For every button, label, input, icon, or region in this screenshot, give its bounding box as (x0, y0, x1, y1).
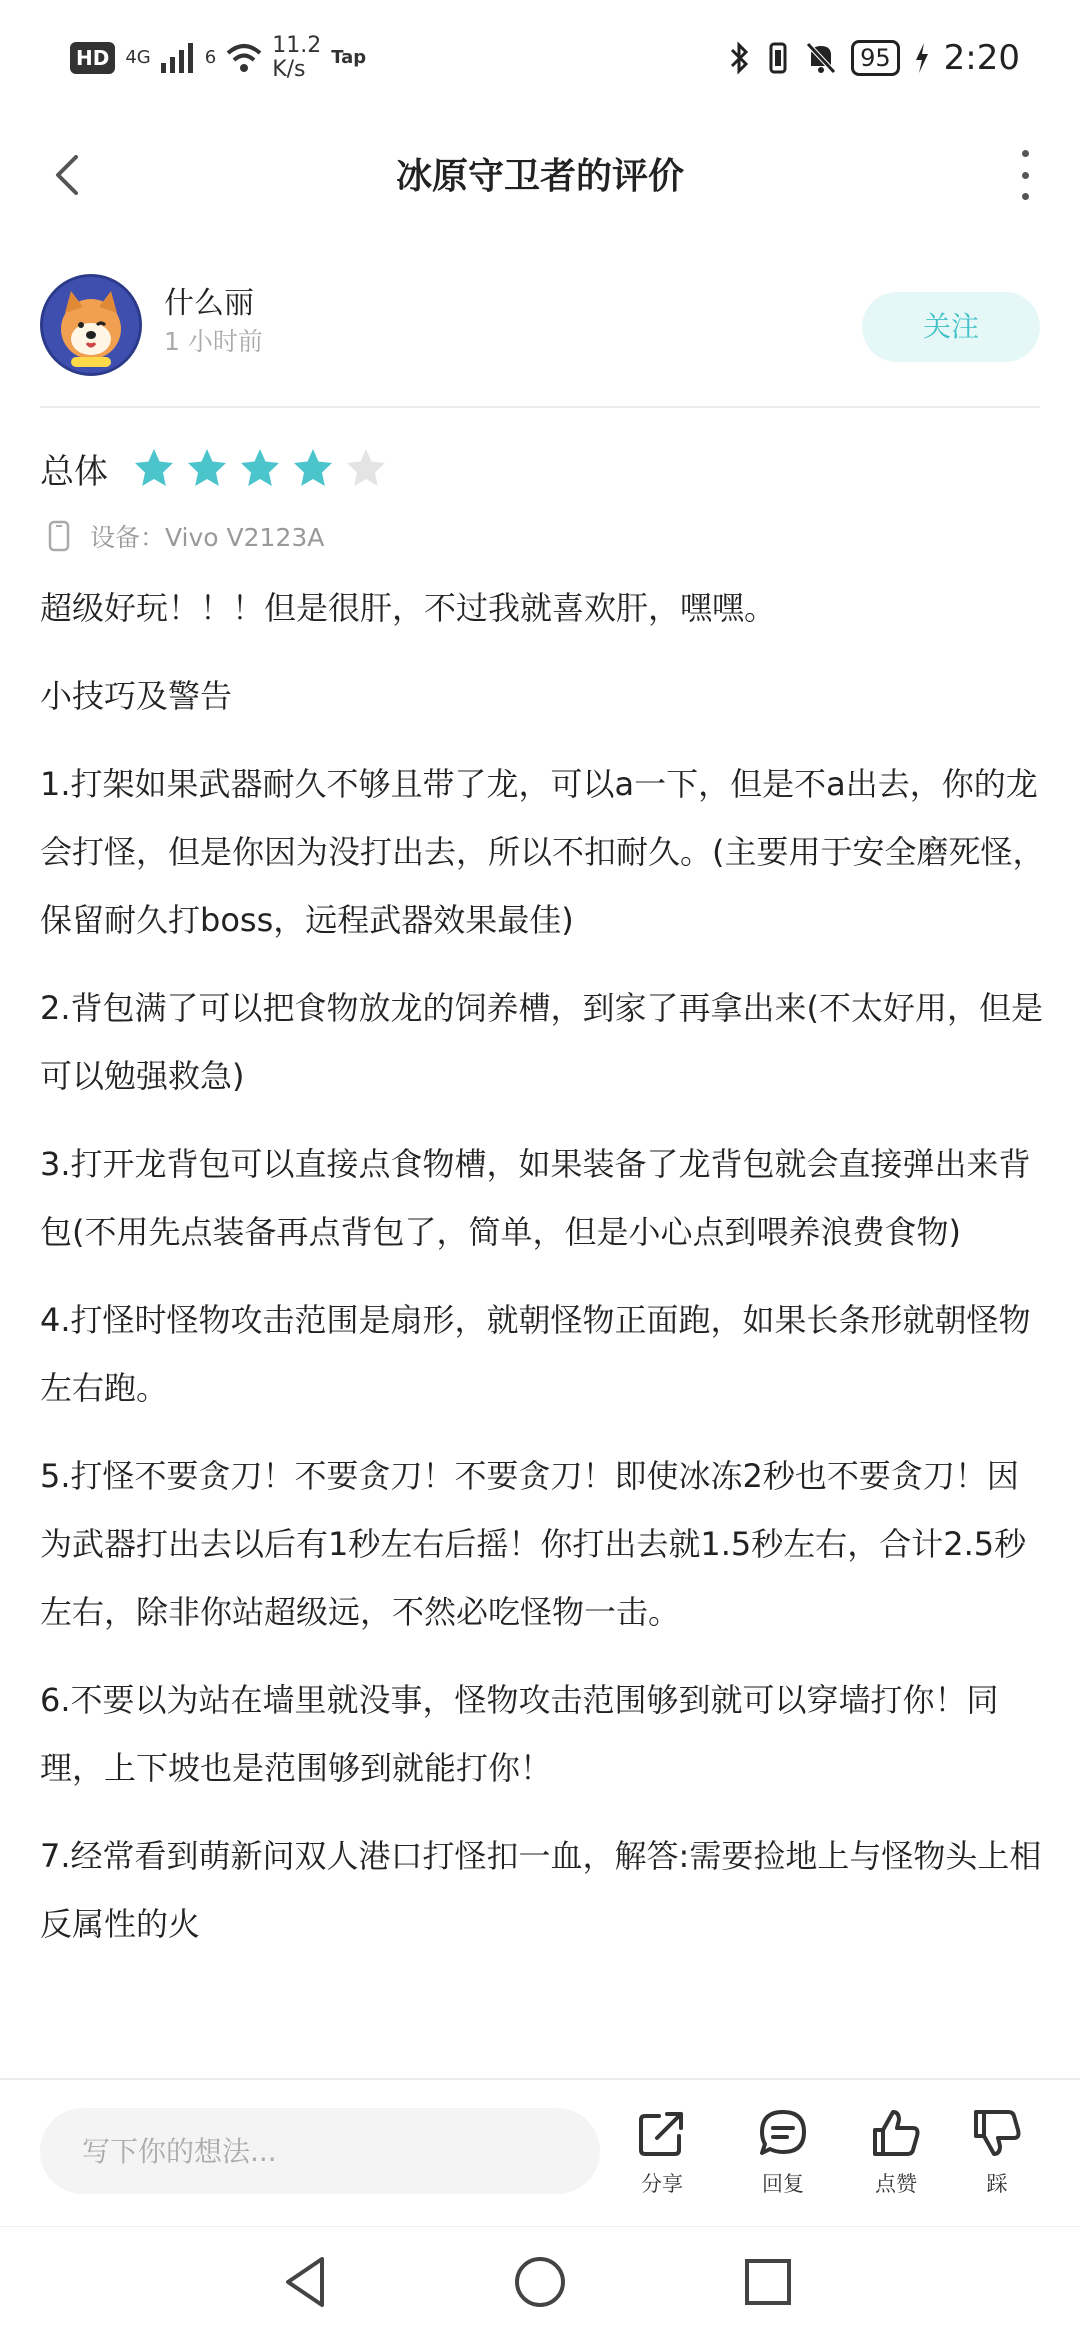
review-paragraph: 6.不要以为站在墙里就没事，怪物攻击范围够到就可以穿墙打你！同理，上下坡也是范围够到就能打你！ (40, 1681, 999, 1787)
like-label: 点赞 (875, 2172, 917, 2196)
star-icon (344, 446, 388, 490)
review-paragraph: 小技巧及警告 (40, 677, 233, 715)
thumbs-down-icon (970, 2106, 1024, 2160)
speed-unit: K/s (272, 57, 306, 82)
status-left (70, 34, 366, 82)
comment-input[interactable] (40, 2108, 600, 2194)
status-bar (0, 0, 1080, 120)
charging-icon (914, 41, 930, 75)
user-name[interactable]: 什么丽 (164, 286, 254, 321)
device-info (48, 518, 324, 554)
avatar[interactable] (40, 274, 142, 376)
wifi6-label: 6 (204, 47, 217, 68)
vibrate-icon (765, 41, 791, 75)
wifi-icon (226, 43, 262, 73)
dog-avatar-icon (43, 277, 139, 373)
like-button[interactable] (856, 2106, 936, 2198)
share-label: 分享 (641, 2172, 683, 2196)
hd-badge: HD (70, 42, 115, 74)
rating-label: 总体 (40, 451, 108, 492)
network-4g-label: 4G (125, 47, 151, 68)
review-author (40, 270, 1040, 380)
post-time: 1 小时前 (164, 327, 263, 356)
divider (40, 406, 1040, 408)
battery-level: 95 (851, 40, 900, 76)
system-nav-bar (0, 2226, 1080, 2341)
review-paragraph: 5.打怪不要贪刀！不要贪刀！不要贪刀！即使冰冻2秒也不要贪刀！因为武器打出去以后有1秒左右后摇！你打出去就1.5秒左右，合计2.5秒左右，除非你站超级远，不然必吃怪物一击。 (40, 1457, 1027, 1631)
follow-button[interactable]: 关注 (862, 292, 1040, 362)
nav-recents-icon[interactable] (733, 2247, 803, 2317)
review-paragraph: 3.打开龙背包可以直接点食物槽，如果装备了龙背包就会直接弹出来背包(不用先点装备再点背包了，简单，但是小心点到喂养浪费食物) (40, 1145, 1031, 1251)
review-paragraph: 7.经常看到萌新问双人港口打怪扣一血，解答:需要捡地上与怪物头上相反属性的火 (40, 1837, 1042, 1943)
page-title: 冰原守卫者的评价 (395, 156, 684, 197)
review-content (40, 574, 1050, 1978)
star-icon (291, 446, 335, 490)
overall-rating (40, 438, 397, 498)
share-icon (635, 2106, 689, 2160)
taptap-tag: Tap (331, 47, 367, 68)
header (0, 120, 1080, 230)
star-icon (238, 446, 282, 490)
bottom-action-bar (0, 2078, 1080, 2226)
phone-icon (48, 520, 70, 552)
clock: 2:20 (943, 38, 1020, 78)
share-button[interactable] (622, 2106, 702, 2198)
reply-icon (756, 2106, 810, 2160)
network-speed (272, 34, 321, 82)
reply-label: 回复 (762, 2172, 804, 2196)
thumbs-up-icon (869, 2106, 923, 2160)
nav-back-icon[interactable] (272, 2247, 342, 2317)
bluetooth-icon (729, 41, 751, 75)
more-options-icon[interactable] (1010, 150, 1040, 200)
review-paragraph: 2.背包满了可以把食物放龙的饲养槽，到家了再拿出来(不太好用，但是可以勉强救急) (40, 989, 1044, 1095)
star-icon (132, 446, 176, 490)
status-right (729, 38, 1020, 78)
mute-bell-icon (805, 41, 837, 75)
review-paragraph: 1.打架如果武器耐久不够且带了龙，可以a一下，但是不a出去，你的龙会打怪，但是你因为没打出去，所以不扣耐久。(主要用于安全磨死怪，保留耐久打boss，远程武器效果最佳) (40, 765, 1045, 939)
review-paragraph: 超级好玩！！！但是很肝，不过我就喜欢肝，嘿嘿。 (40, 589, 777, 627)
signal-icon (161, 43, 195, 73)
speed-value: 11.2 (272, 33, 322, 58)
device-text: 设备：Vivo V2123A (90, 523, 325, 552)
reply-button[interactable] (743, 2106, 823, 2198)
nav-home-icon[interactable] (505, 2247, 575, 2317)
dislike-button[interactable] (957, 2106, 1037, 2198)
review-paragraph: 4.打怪时怪物攻击范围是扇形，就朝怪物正面跑，如果长条形就朝怪物左右跑。 (40, 1301, 1031, 1407)
rating-stars (132, 446, 397, 490)
star-icon (185, 446, 229, 490)
dislike-label: 踩 (986, 2172, 1008, 2196)
